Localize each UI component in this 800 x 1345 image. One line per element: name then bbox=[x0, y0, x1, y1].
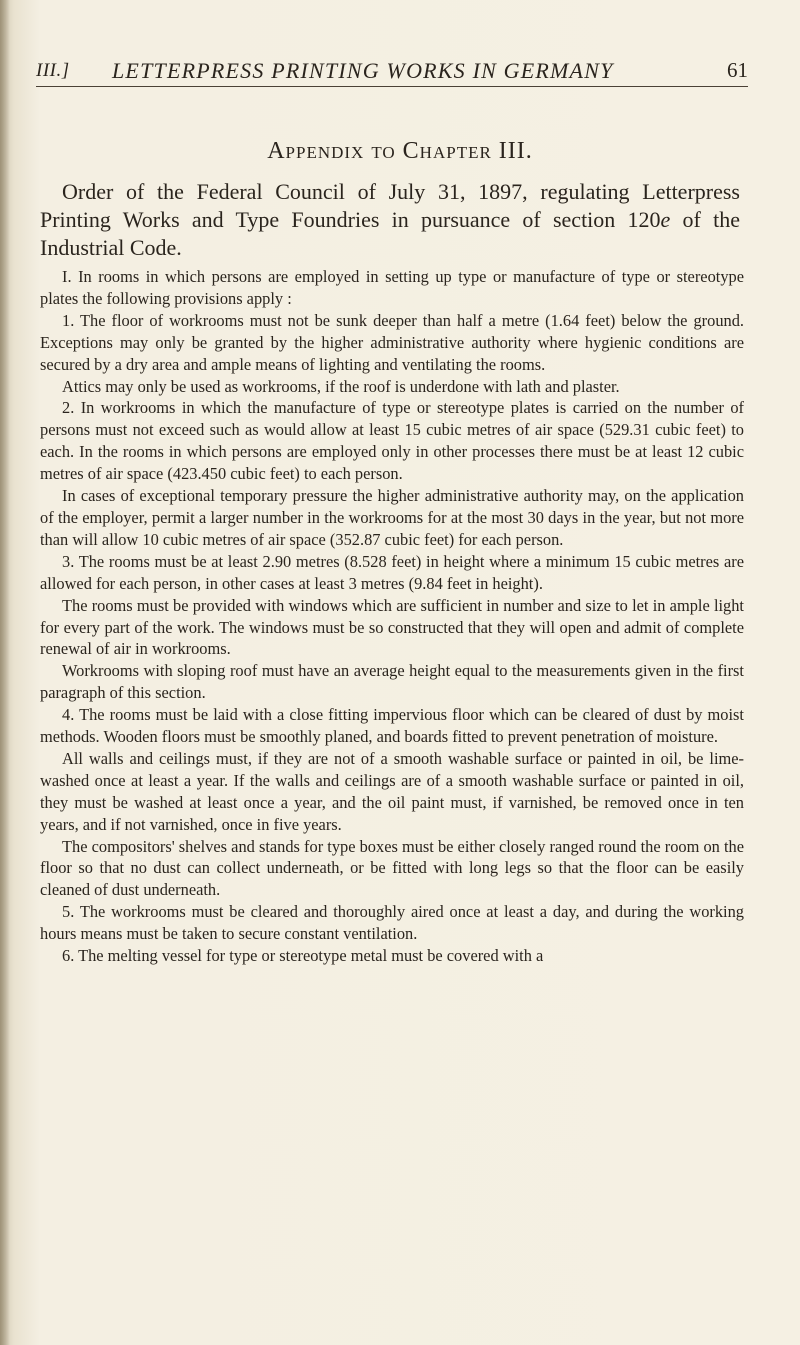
paragraph-2-exceptions: In cases of exceptional temporary pressure the higher administrative authority may, on the application of the employer, permit a larger number in the workrooms for at the most 30 days in the year, but not more than will allow 10 cubic metres of air space (352.87 cubic feet) for each person. bbox=[40, 486, 744, 549]
provisions-text bbox=[40, 266, 744, 967]
paragraph-1-attics: Attics may only be used as workrooms, if the roof is underdone with lath and plaster. bbox=[62, 376, 620, 396]
paragraph-3-sloping-roof: Workrooms with sloping roof must have an average height equal to the measurements given in the first paragraph of this section. bbox=[40, 661, 744, 703]
running-head bbox=[36, 54, 748, 84]
running-head-title: LETTERPRESS PRINTING WORKS IN GERMANY bbox=[112, 58, 614, 83]
order-title-section-letter: e bbox=[660, 207, 671, 232]
paragraph-2: 2. In workrooms in which the manufacture of type or stereotype plates is carried on the number of persons must not exceed such as would allow at least 15 cubic metres of air space (529.31 cubic feet) to each. In the rooms in which persons are employed only in other processes there must be at least 12 cubic metres of air space (423.450 cubic feet) to each person. bbox=[40, 398, 744, 484]
appendix-heading: Appendix to Chapter III. bbox=[267, 138, 533, 164]
paragraph-4: 4. The rooms must be laid with a close fitting impervious floor which can be cleared of dust by moist methods. Wooden floors must be smoothly planed, and boards fitted to prevent penetration of moisture. bbox=[40, 705, 744, 747]
page-number: 61 bbox=[727, 58, 748, 82]
paragraph-intro: I. In rooms in which persons are employed in setting up type or manufacture of type or stereotype plates the following provisions apply : bbox=[40, 267, 744, 308]
paragraph-3-windows: The rooms must be provided with windows which are sufficient in number and size to let in ample light for every part of the work. The windows must be so constructed that they will open and admit of complete renewal of air in workrooms. bbox=[40, 595, 744, 659]
order-title-text: Order of the Federal Council of July 31, 1897, regulating Letterpress Printing Works and Type Foundries in pursuance of section 120 bbox=[40, 179, 740, 232]
paragraph-4-walls: All walls and ceilings must, if they are not of a smooth washable surface or painted in oil, be lime-washed once at least a year. If the walls and ceilings are of a smooth washable surface or painted in oil, they must be washed at least once a year, and the oil paint must, if varnished, be removed once in ten years, and if not varnished, once in five years. bbox=[40, 748, 744, 834]
paragraph-6: 6. The melting vessel for type or stereotype metal must be covered with a bbox=[62, 946, 544, 966]
paragraph-5: 5. The workrooms must be cleared and thoroughly aired once at least a day, and during the working hours means must be taken to secure constant ventilation. bbox=[40, 902, 744, 944]
paragraph-4-shelves: The compositors' shelves and stands for type boxes must be either closely ranged round the room on the floor so that no dust can collect underneath, or be fitted with long legs so that the floor can be easily cleaned of dust underneath. bbox=[40, 836, 744, 900]
paragraph-1: 1. The floor of workrooms must not be sunk deeper than half a metre (1.64 feet) below the ground. Exceptions may only be granted by the higher administrative authority where hygienic conditions are secured by a dry area and ample means of lighting and ventilating the rooms. bbox=[40, 310, 744, 374]
gutter-shadow bbox=[0, 0, 10, 1345]
running-head-rule bbox=[36, 86, 748, 87]
order-title bbox=[40, 178, 740, 262]
running-head-chapter: III.] bbox=[36, 60, 70, 81]
order-title-end: of the Industrial Code. bbox=[40, 207, 740, 260]
paragraph-3: 3. The rooms must be at least 2.90 metres (8.528 feet) in height where a minimum 15 cubic metres are allowed for each person, in other cases at least 3 metres (9.84 feet in height). bbox=[40, 551, 744, 593]
